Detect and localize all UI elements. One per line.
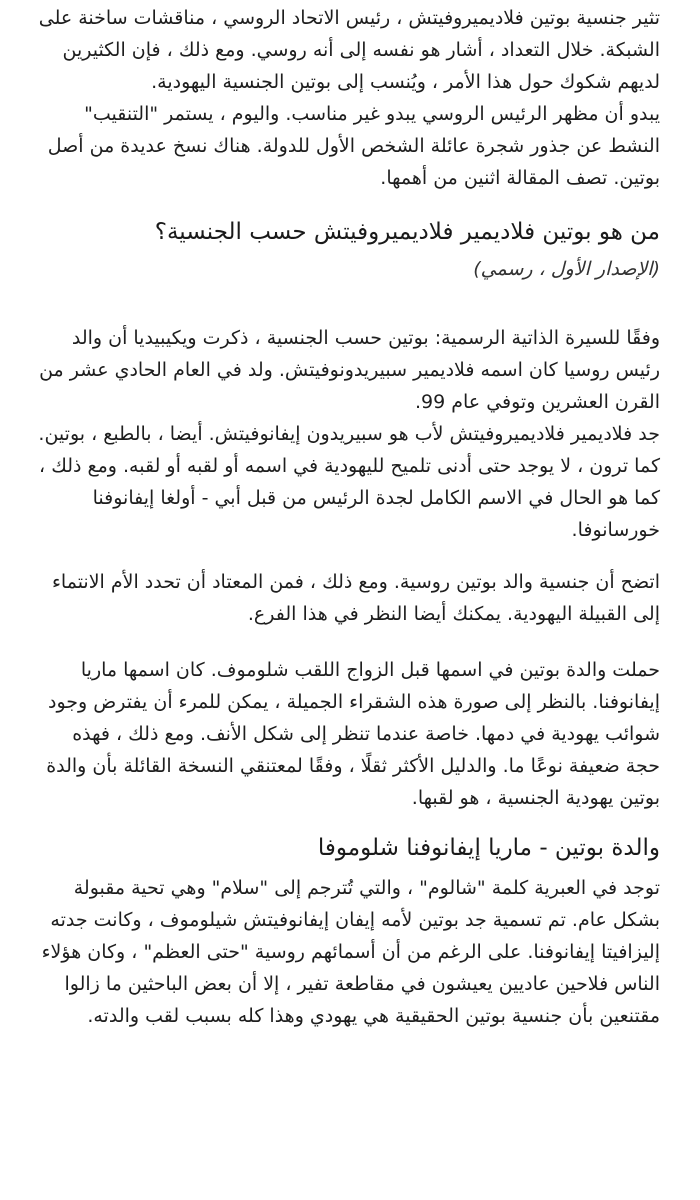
section-2-title: والدة بوتين - ماريا إيفانوفنا شلوموفا: [317, 835, 660, 861]
section-1-title: من هو بوتين فلاديمير فلاديميروفيتش حسب الجنسية؟: [154, 219, 660, 245]
section-2-paragraph-1: توجد في العبرية كلمة "شالوم" ، والتي تُترجم إلى "سلام" وهي تحية مقبولة بشكل عام. تم تسمية جد بوتين لأمه إيفان إيفانوفيتش شيلوموف ، وكانت جدته إليزافيتا إيفانوفنا. على الرغم من أن أسمائهم روسية "حتى العظم" ، وكان هؤلاء الناس فلاحين عاديين يعيشون في مقاطعة تفير ، إلا أن بعض الباحثين ما زالوا مقتنعين بأن جنسية بوتين الحقيقية هي يهودي وهذا كله بسبب لقب والدته.: [41, 877, 660, 1027]
section-1-paragraph-4: حملت والدة بوتين في اسمها قبل الزواج اللقب شلوموف. كان اسمها ماريا إيفانوفنا. بالنظر إلى صورة هذه الشقراء الجميلة ، يمكن للمرء أن يفترض وجود شوائب يهودية في دمها. خاصة عندما تنظر إلى شكل الأنف. ومع ذلك ، فهذه حجة ضعيفة نوعًا ما. والدليل الأكثر ثقلًا ، وفقًا لمعتنقي النسخة القائلة بأن والدة بوتين يهودية الجنسية ، هو لقبها.: [46, 659, 660, 809]
intro-paragraph-1: تثير جنسية بوتين فلاديميروفيتش ، رئيس الاتحاد الروسي ، مناقشات ساخنة على الشبكة. خلال التعداد ، أشار هو نفسه إلى أنه روسي. ومع ذلك ، فإن الكثيرين لديهم شكوك حول هذا الأمر ، ويُنسب إلى بوتين الجنسية اليهودية.: [38, 7, 660, 93]
section-1-subtitle: (الإصدار الأول ، رسمي): [473, 258, 660, 280]
intro-paragraph-2: يبدو أن مظهر الرئيس الروسي يبدو غير مناسب. واليوم ، يستمر "التنقيب" النشط عن جذور شجرة عائلة الشخص الأول للدولة. هناك نسخ عديدة من أصل بوتين. تصف المقالة اثنين من أهمها.: [47, 103, 660, 189]
section-1-paragraph-3: اتضح أن جنسية والد بوتين روسية. ومع ذلك ، فمن المعتاد أن تحدد الأم الانتماء إلى القبيلة اليهودية. يمكنك أيضا النظر في هذا الفرع.: [51, 571, 660, 625]
section-1-paragraph-2: جد فلاديمير فلاديميروفيتش لأب هو سبيريدون إيفانوفيتش. أيضا ، بالطبع ، بوتين. كما ترون ، لا يوجد حتى أدنى تلميح لليهودية في اسمه أو لقبه أو لقبه. ومع ذلك ، كما هو الحال في الاسم الكامل لجدة الرئيس من قبل أبي - أولغا إيفانوفنا خورسانوفا.: [38, 423, 660, 541]
section-1-paragraph-1: وفقًا للسيرة الذاتية الرسمية: بوتين حسب الجنسية ، ذكرت ويكيبيديا أن والد رئيس روسيا كان اسمه فلاديمير سبيريدونوفيتش. ولد في العام الحادي عشر من القرن العشرين وتوفي عام 99.: [39, 327, 660, 413]
